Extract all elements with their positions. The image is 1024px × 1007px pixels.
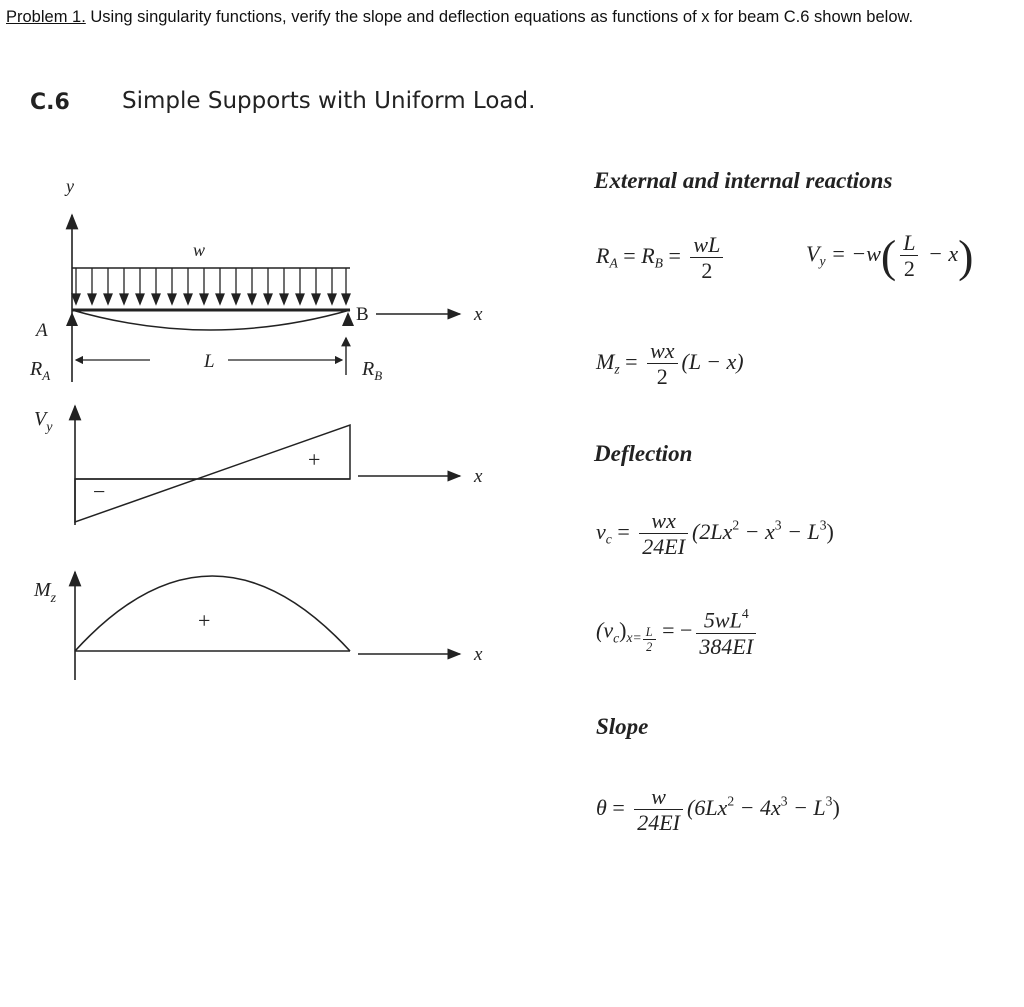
- moment-equation: $M_z$ = $\frac{wx}{2}$ (L − x): [596, 338, 744, 390]
- label-y: y: [66, 176, 74, 196]
- label-Vy: $V_y$: [34, 408, 53, 435]
- label-RB: $R_B$: [362, 358, 383, 383]
- label-B: B: [356, 304, 369, 325]
- support-B: [342, 312, 354, 326]
- label-x-beam: x: [474, 304, 483, 325]
- shear-equation: $V_y = -w$( $\frac{L}{2}$ − x): [806, 230, 974, 282]
- deflection-heading: Deflection: [594, 441, 693, 466]
- figure-title: Simple Supports with Uniform Load.: [122, 88, 536, 114]
- label-w: w: [193, 240, 206, 260]
- problem-statement: [6, 4, 1016, 31]
- reaction-equation: $R_A = R_B$ = $\frac{wL}{2}$: [596, 232, 727, 284]
- label-A: A: [36, 320, 48, 341]
- distributed-load-arrows: [72, 268, 350, 304]
- max-deflection-equation: $(v_c)_{x= \frac{L}{2}}$ = − $\frac{5wL^4}{384EI}$: [596, 606, 760, 659]
- shear-plus: +: [308, 447, 321, 472]
- slope-heading: Slope: [596, 714, 649, 739]
- label-L: L: [204, 351, 215, 372]
- problem-text: Using singularity functions, verify the slope and deflection equations as functions of x for beam C.6 shown below.: [85, 8, 914, 26]
- shear-diagram: [75, 425, 350, 522]
- shear-minus: −: [93, 479, 106, 504]
- deflected-shape: [72, 310, 350, 330]
- label-Mz: $M_z$: [34, 579, 57, 606]
- support-A: [66, 312, 78, 326]
- reactions-heading: External and internal reactions: [594, 168, 893, 193]
- label-RA: $R_A$: [30, 358, 51, 383]
- slope-equation: θ = $\frac{w}{24EI}$ $(6Lx^2 - 4x^3 - L^3)$: [596, 784, 840, 836]
- beam-diagram: [0, 170, 520, 710]
- label-x-shear: x: [474, 466, 483, 487]
- moment-diagram: [75, 576, 350, 651]
- figure-id: C.6: [30, 90, 70, 115]
- moment-plus: +: [198, 608, 211, 633]
- label-x-moment: x: [474, 644, 483, 665]
- deflection-equation: $v_c$ = $\frac{wx}{24EI}$ $(2Lx^2 - x^3 - L^3)$: [596, 508, 834, 560]
- problem-label: Problem 1.: [6, 8, 86, 26]
